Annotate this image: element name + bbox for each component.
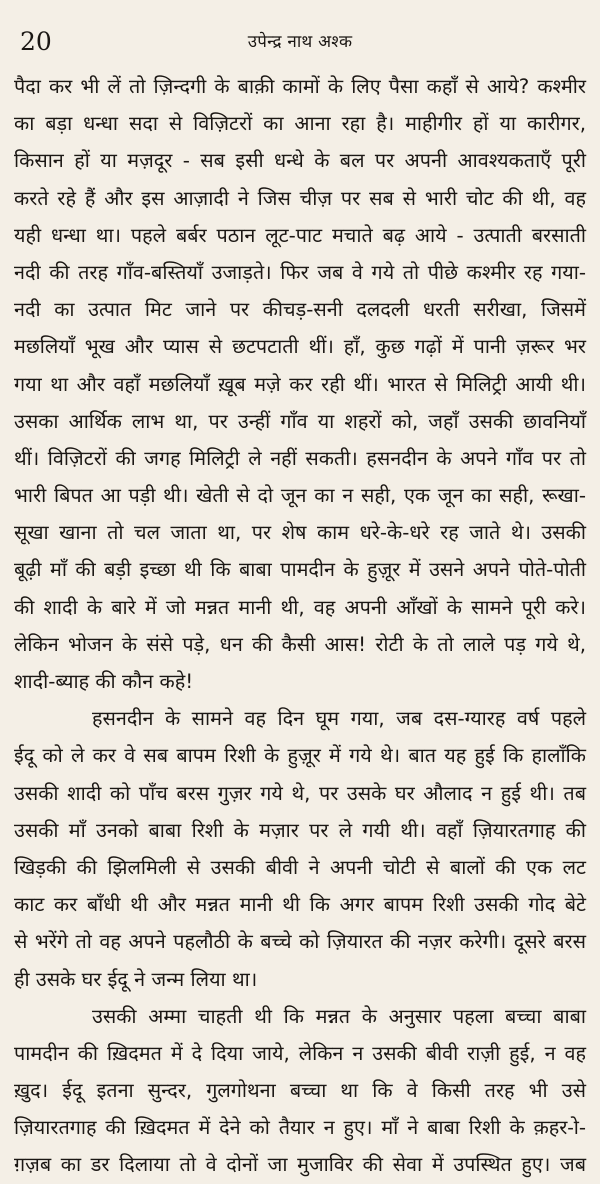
- text-line: उसकी शादी को पाँच बरस गुज़र गये थे, पर उसके घर औलाद न हुई थी। तब: [14, 781, 586, 805]
- text-line: सूखा खाना तो चल जाता था, पर शेष काम धरे-के-धरे रह जाते थे। उसकी: [14, 521, 586, 545]
- text-line: उसकी माँ उनको बाबा रिशी के मज़ार पर ले गयी थी। वहाँ ज़ियारतगाह की: [14, 818, 586, 842]
- running-head: उपेन्द्र नाथ अश्क: [247, 32, 353, 52]
- text-line: थीं। विज़िटरों की जगह मिलिट्री ले नहीं सकती। हसनदीन के अपने गाँव पर तो: [14, 446, 586, 470]
- body-text: [14, 68, 586, 1184]
- paragraph: [14, 998, 586, 1184]
- text-line: से भरेंगे तो वह अपने पहलौठी के बच्चे को ज़ियारत की नज़र करेगी। दूसरे बरस: [14, 930, 586, 954]
- text-line: पामदीन की ख़िदमत में दे दिया जाये, लेकिन न उसकी बीवी राज़ी हुई, न वह: [14, 1041, 586, 1065]
- text-line: का बड़ा धन्धा सदा से विज़िटरों का आना रहा है। माहीगीर हों या कारीगर,: [14, 112, 586, 136]
- text-line: भारी बिपत आ पड़ी थी। खेती से दो जून का न सही, एक जून का सही, रूखा-: [14, 484, 586, 508]
- text-line: नदी की तरह गाँव-बस्तियाँ उजाड़ते। फिर जब वे गये तो पीछे कश्मीर रह गया-: [14, 260, 586, 284]
- text-line: ग़ज़ब का डर दिलाया तो वे दोनों जा मुजाविर की सेवा में उपस्थित हुए। जब: [14, 1153, 586, 1177]
- text-line: हसनदीन के सामने वह दिन घूम गया, जब दस-ग्यारह वर्ष पहले: [92, 707, 586, 731]
- text-line: खिड़की की झिलमिली से उसकी बीवी ने अपनी चोटी से बालों की एक लट: [14, 855, 586, 879]
- text-line: बूढ़ी माँ की बड़ी इच्छा थी कि बाबा पामदीन के हुज़ूर में उसने अपने पोते-पोती: [14, 558, 586, 582]
- text-line: ईदू को ले कर वे सब बापम रिशी के हुज़ूर में गये थे। बात यह हुई कि हालाँकि: [14, 744, 586, 768]
- text-line: काट कर बाँधी थी और मन्नत मानी थी कि अगर बापम रिशी उसकी गोद बेटे: [14, 893, 586, 917]
- text-line: उसकी अम्मा चाहती थी कि मन्नत के अनुसार पहला बच्चा बाबा: [92, 1004, 586, 1028]
- text-line: मछलियाँ भूख और प्यास से छटपटाती थीं। हाँ, कुछ गढ़ों में पानी ज़रूर भर: [14, 335, 586, 359]
- text-line: करते रहे हैं और इस आज़ादी ने जिस चीज़ पर सब से भारी चोट की थी, वह: [14, 186, 586, 210]
- page-header: [14, 24, 586, 60]
- text-line: लेकिन भोजन के संसे पड़े, धन की कैसी आस! रोटी के तो लाले पड़ गये थे,: [14, 632, 586, 656]
- text-line: उसका आर्थिक लाभ था, पर उन्हीं गाँव या शहरों को, जहाँ उसकी छावनियाँ: [14, 409, 586, 433]
- text-line: नदी का उत्पात मिट जाने पर कीचड़-सनी दलदली धरती सरीखा, जिसमें: [14, 298, 586, 322]
- paragraph: [14, 68, 586, 700]
- text-line: गया था और वहाँ मछलियाँ ख़ूब मज़े कर रही थीं। भारत से मिलिट्री आयी थी।: [14, 372, 586, 396]
- text-line: यही धन्धा था। पहले बर्बर पठान लूट-पाट मचाते बढ़ आये - उत्पाती बरसाती: [14, 223, 586, 247]
- text-line: पैदा कर भी लें तो ज़िन्दगी के बाक़ी कामों के लिए पैसा कहाँ से आये? कश्मीर: [14, 75, 586, 98]
- text-line: किसान हों या मज़दूर - सब इसी धन्धे के बल पर अपनी आवश्यकताएँ पूरी: [14, 149, 586, 173]
- page-number: 20: [20, 27, 52, 56]
- text-line: ज़ियारतगाह की ख़िदमत में देने को तैयार न हुए। माँ ने बाबा रिशी के क़हर-ो-: [14, 1116, 586, 1140]
- text-line: शादी-ब्याह की कौन कहे!: [14, 670, 194, 693]
- text-line: ख़ुद। ईदू इतना सुन्दर, गुलगोथना बच्चा था कि वे किसी तरह भी उसे: [14, 1079, 586, 1103]
- text-line: ही उसके घर ईदू ने जन्म लिया था।: [14, 967, 258, 991]
- paragraph: [14, 700, 586, 998]
- text-line: की शादी के बारे में जो मन्नत मानी थी, वह अपनी आँखों के सामने पूरी करे।: [14, 595, 586, 619]
